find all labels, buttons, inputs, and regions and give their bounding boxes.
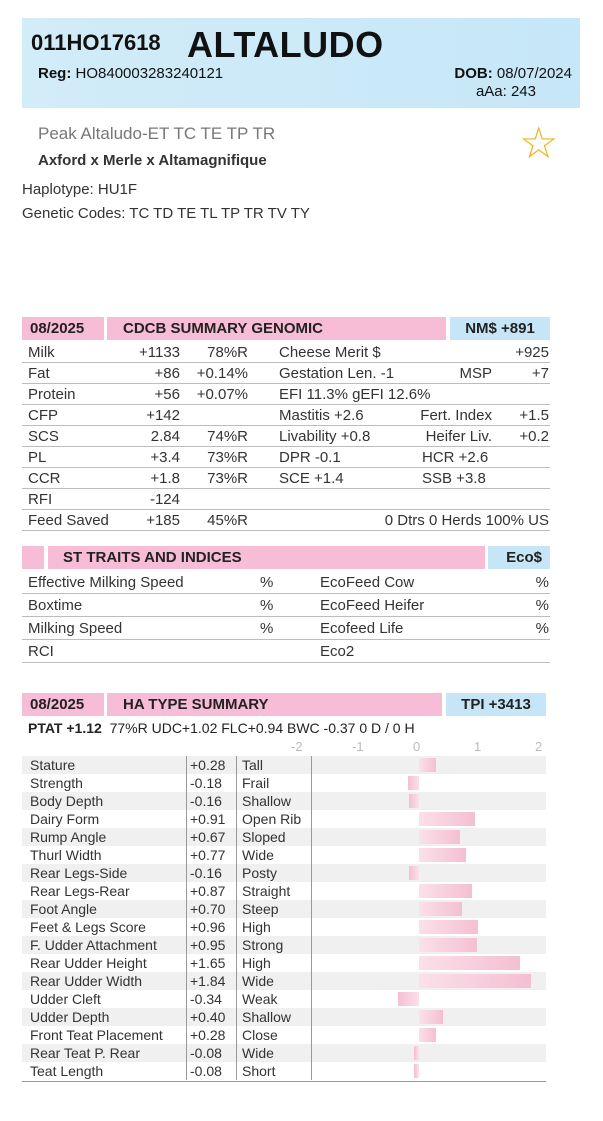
type-trait-descriptor: Sloped	[242, 829, 286, 845]
trait2-name: EFI 11.3% gEFI 12.6%	[279, 386, 431, 403]
trait-name: Protein	[28, 386, 76, 403]
type-bar	[414, 1064, 419, 1078]
trait-value: +1133	[138, 344, 180, 361]
type-row	[22, 828, 546, 846]
type-trait-descriptor: Shallow	[242, 1009, 292, 1025]
type-row	[22, 1026, 546, 1044]
st-row	[22, 640, 550, 663]
trait-name: Milk	[28, 344, 55, 361]
type-bar	[398, 992, 419, 1006]
cdcb-date: 08/2025	[22, 317, 104, 340]
type-trait-descriptor: Close	[242, 1027, 278, 1043]
ptat-value: PTAT +1.12	[28, 720, 102, 736]
trait2-name: DPR -0.1	[279, 449, 341, 466]
type-trait-value: +0.28	[190, 757, 226, 773]
aaa-code: aAa: 243	[475, 83, 536, 100]
type-trait-value: +0.70	[190, 901, 226, 917]
type-trait-name: Body Depth	[30, 793, 104, 809]
type-row	[22, 792, 546, 810]
star-outline-icon[interactable]: ☆	[519, 119, 559, 168]
type-trait-descriptor: Open Rib	[242, 811, 302, 827]
type-trait-name: Rear Udder Width	[30, 973, 143, 989]
type-bar	[419, 938, 477, 952]
cdcb-table	[22, 342, 550, 531]
type-trait-value: -0.16	[190, 865, 222, 881]
trait2-name: SCE +1.4	[279, 470, 344, 487]
trait-rel: 74%R	[207, 428, 248, 445]
type-trait-name: Thurl Width	[30, 847, 102, 863]
bull-id: 011HO17618	[31, 30, 161, 55]
type-row	[22, 774, 546, 792]
haplotype: Haplotype: HU1F	[22, 181, 138, 198]
type-trait-name: Foot Angle	[30, 901, 97, 917]
reg-label: Reg:	[38, 65, 72, 82]
genetic-codes: Genetic Codes: TC TD TE TL TP TR TV TY	[22, 205, 310, 222]
type-trait-descriptor: Posty	[242, 865, 278, 881]
trait-name: SCS	[28, 428, 59, 445]
type-row	[22, 846, 546, 864]
type-trait-descriptor: Tall	[242, 757, 264, 773]
type-row	[22, 954, 546, 972]
type-bar	[419, 1010, 443, 1024]
type-row	[22, 936, 546, 954]
ha-title: HA TYPE SUMMARY	[107, 693, 442, 716]
type-trait-name: Feet & Legs Score	[30, 919, 146, 935]
header-banner	[22, 18, 580, 108]
type-trait-value: +0.77	[190, 847, 226, 863]
type-trait-value: +1.65	[190, 955, 226, 971]
st-row	[22, 617, 550, 640]
axis-tick-label: 1	[474, 739, 482, 754]
type-trait-name: Teat Length	[30, 1063, 104, 1079]
type-trait-name: Stature	[30, 757, 76, 773]
cdcb-row	[22, 405, 550, 426]
type-bar	[419, 920, 478, 934]
st-trait-name: RCI	[28, 643, 54, 660]
cdcb-row	[22, 510, 550, 531]
cdcb-row	[22, 489, 550, 510]
type-trait-descriptor: Steep	[242, 901, 279, 917]
index-name: Ecofeed Life	[320, 620, 404, 637]
trait3-value: +925	[515, 344, 549, 361]
trait-value: 2.84	[150, 428, 180, 445]
type-trait-name: Dairy Form	[30, 811, 100, 827]
st-trait-value: %	[260, 597, 274, 614]
type-bar	[419, 884, 472, 898]
column-divider	[311, 756, 312, 1080]
st-row	[22, 571, 550, 594]
type-trait-name: F. Udder Attachment	[30, 937, 157, 953]
type-row	[22, 882, 546, 900]
type-trait-name: Front Teat Placement	[30, 1027, 163, 1043]
type-bar	[419, 956, 520, 970]
st-table	[22, 571, 550, 663]
sire-stack: Axford x Merle x Altamagnifique	[38, 152, 267, 169]
trait-rel: 73%R	[207, 470, 248, 487]
type-trait-descriptor: Short	[242, 1063, 276, 1079]
tpi-badge: TPI +3413	[446, 693, 546, 716]
type-trait-name: Rear Legs-Rear	[30, 883, 130, 899]
st-trait-name: Boxtime	[28, 597, 83, 614]
eco-dollar-badge: Eco$	[488, 546, 550, 569]
trait3-name: HCR +2.6	[422, 449, 489, 466]
type-row	[22, 1008, 546, 1026]
type-trait-value: -0.08	[190, 1063, 222, 1079]
trait3-name: SSB +3.8	[422, 470, 486, 487]
trait3-value: +7	[531, 365, 549, 382]
dob-value: 08/07/2024	[496, 65, 572, 82]
type-trait-value: +0.28	[190, 1027, 226, 1043]
cdcb-row	[22, 426, 550, 447]
trait-name: CCR	[28, 470, 61, 487]
bottom-divider	[22, 1081, 546, 1082]
trait-value: +56	[154, 386, 180, 403]
type-trait-name: Strength	[30, 775, 83, 791]
st-trait-value: %	[260, 620, 274, 637]
cdcb-row	[22, 363, 550, 384]
trait-value: +3.4	[150, 449, 180, 466]
type-trait-name: Rear Legs-Side	[30, 865, 128, 881]
type-trait-descriptor: Weak	[242, 991, 278, 1007]
trait2-name: Cheese Merit $	[279, 344, 381, 361]
type-trait-descriptor: Frail	[242, 775, 270, 791]
trait-name: RFI	[28, 491, 53, 508]
trait3-name: Fert. Index	[420, 407, 492, 424]
type-row	[22, 1062, 546, 1080]
trait2-name: Mastitis +2.6	[279, 407, 364, 424]
type-bar	[419, 1028, 436, 1042]
index-value: %	[535, 620, 549, 637]
cdcb-row	[22, 468, 550, 489]
trait3-value: +1.5	[519, 407, 549, 424]
index-name: Eco2	[320, 643, 355, 660]
trait2-name: Gestation Len. -1	[279, 365, 395, 382]
trait-value: +185	[146, 512, 180, 529]
type-bar	[419, 812, 475, 826]
type-trait-value: -0.34	[190, 991, 222, 1007]
type-row	[22, 972, 546, 990]
type-trait-value: -0.18	[190, 775, 222, 791]
type-bar	[419, 974, 531, 988]
type-trait-descriptor: High	[242, 919, 271, 935]
type-trait-value: +0.95	[190, 937, 226, 953]
trait3-name: Heifer Liv.	[425, 428, 492, 445]
nm-dollar-badge: NM$ +891	[450, 317, 550, 340]
registration	[38, 65, 223, 82]
type-trait-descriptor: Wide	[242, 847, 274, 863]
type-trait-descriptor: Strong	[242, 937, 284, 953]
trait-value: +86	[154, 365, 180, 382]
type-bar	[419, 830, 460, 844]
trait3-value: +0.2	[519, 428, 549, 445]
type-bar	[408, 776, 419, 790]
type-trait-value: -0.08	[190, 1045, 222, 1061]
type-trait-value: +1.84	[190, 973, 226, 989]
trait-value: +1.8	[150, 470, 180, 487]
type-bar	[414, 1046, 419, 1060]
type-bar	[409, 866, 419, 880]
cdcb-row	[22, 342, 550, 363]
type-trait-descriptor: Shallow	[242, 793, 292, 809]
trait3-name: MSP	[459, 365, 492, 382]
st-trait-name: Effective Milking Speed	[28, 574, 184, 591]
index-name: EcoFeed Cow	[320, 574, 415, 591]
type-row	[22, 810, 546, 828]
type-trait-value: +0.40	[190, 1009, 226, 1025]
type-row	[22, 990, 546, 1008]
trait-rel: +0.14%	[196, 365, 248, 382]
ha-date: 08/2025	[22, 693, 104, 716]
index-name: EcoFeed Heifer	[320, 597, 425, 614]
st-row	[22, 594, 550, 617]
cdcb-row	[22, 447, 550, 468]
type-row	[22, 756, 546, 774]
trait-name: Feed Saved	[28, 512, 109, 529]
type-trait-name: Udder Cleft	[30, 991, 101, 1007]
ptat-summary	[28, 720, 415, 736]
index-value: %	[535, 597, 549, 614]
type-trait-descriptor: High	[242, 955, 271, 971]
type-trait-value: +0.67	[190, 829, 226, 845]
type-trait-descriptor: Wide	[242, 1045, 274, 1061]
trait-rel: 45%R	[207, 512, 248, 529]
axis-tick-label: 0	[413, 739, 421, 754]
trait-rel: 78%R	[207, 344, 248, 361]
dob-label: DOB:	[454, 65, 493, 82]
type-bar	[419, 848, 466, 862]
type-row	[22, 864, 546, 882]
type-row	[22, 1044, 546, 1062]
trait-name: Fat	[28, 365, 50, 382]
type-bar	[419, 758, 436, 772]
st-trait-name: Milking Speed	[28, 620, 123, 637]
axis-tick-label: 2	[535, 739, 543, 754]
type-trait-value: +0.96	[190, 919, 226, 935]
trait3-value: 0 Dtrs 0 Herds 100% US	[384, 512, 549, 529]
reg-value: HO840003283240121	[75, 65, 224, 82]
type-trait-descriptor: Wide	[242, 973, 274, 989]
st-marker	[22, 546, 44, 569]
trait-value: +142	[146, 407, 180, 424]
type-row	[22, 918, 546, 936]
type-trait-name: Rump Angle	[30, 829, 107, 845]
type-trait-value: +0.91	[190, 811, 226, 827]
cdcb-title: CDCB SUMMARY GENOMIC	[107, 317, 446, 340]
pedigree-name: Peak Altaludo-ET TC TE TP TR	[38, 124, 276, 143]
index-value: %	[535, 574, 549, 591]
type-trait-value: -0.16	[190, 793, 222, 809]
type-trait-value: +0.87	[190, 883, 226, 899]
trait-rel: 73%R	[207, 449, 248, 466]
st-trait-value: %	[260, 574, 274, 591]
type-trait-name: Rear Teat P. Rear	[30, 1045, 140, 1061]
type-bar	[419, 902, 462, 916]
st-title: ST TRAITS AND INDICES	[48, 546, 485, 569]
trait-name: PL	[28, 449, 47, 466]
trait-name: CFP	[28, 407, 58, 424]
column-divider	[236, 756, 237, 1080]
axis-tick-label: -2	[291, 739, 303, 754]
date-of-birth	[454, 65, 572, 82]
column-divider	[186, 756, 187, 1080]
type-row	[22, 900, 546, 918]
type-trait-name: Rear Udder Height	[30, 955, 147, 971]
cdcb-row	[22, 384, 550, 405]
trait2-name: Livability +0.8	[279, 428, 371, 445]
ptat-details: 77%R UDC+1.02 FLC+0.94 BWC -0.37 0 D / 0 H	[109, 720, 415, 736]
trait-rel: +0.07%	[196, 386, 248, 403]
bull-name: ALTALUDO	[187, 24, 384, 65]
type-trait-name: Udder Depth	[30, 1009, 110, 1025]
type-bar	[409, 794, 419, 808]
axis-tick-label: -1	[352, 739, 364, 754]
trait-value: -124	[149, 491, 180, 508]
type-trait-descriptor: Straight	[242, 883, 291, 899]
type-chart	[22, 756, 546, 1080]
